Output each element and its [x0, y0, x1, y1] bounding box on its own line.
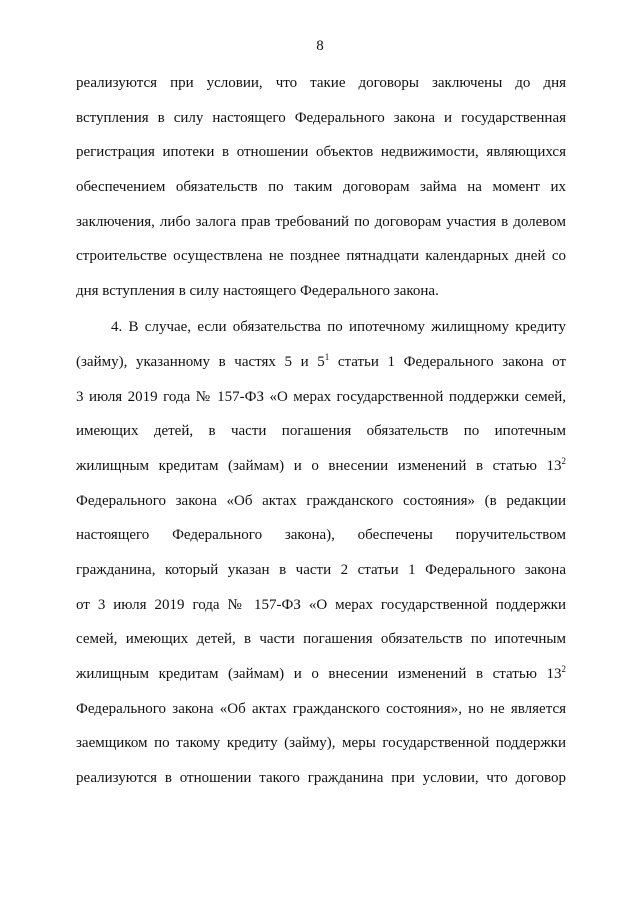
- text-line: реализуются в отношении такого гражданина при условии, что договор: [76, 769, 566, 786]
- text-segment: статьи 1 Федерального закона от: [329, 354, 566, 371]
- text-line: [76, 657, 566, 692]
- text-segment: жилищным кредитам (займам) и о внесении изменений в статью 13: [76, 458, 562, 475]
- text-line: [76, 449, 566, 484]
- page-number: 8: [316, 38, 324, 54]
- text-line: [76, 345, 566, 380]
- text-line: Федерального закона «Об актах гражданского состояния», но не является: [76, 700, 566, 717]
- text-line: строительстве осуществлена не позднее пятнадцати календарных дней со: [76, 248, 566, 265]
- text-line: имеющих детей, в части погашения обязательств по ипотечным: [76, 423, 566, 440]
- superscript: 2: [561, 456, 566, 467]
- document-body: [76, 66, 566, 795]
- superscript: 1: [324, 352, 330, 363]
- text-line: обеспечением обязательств по таким договорам займа на момент их: [76, 178, 566, 195]
- text-line: гражданина, который указан в части 2 статьи 1 Федерального закона: [76, 561, 566, 578]
- text-line: регистрация ипотеки в отношении объектов недвижимости, являющихся: [76, 144, 566, 161]
- superscript: 2: [561, 663, 566, 674]
- text-line: реализуются при условии, что такие договоры заключены до дня: [76, 75, 566, 91]
- text-line: дня вступления в силу настоящего Федерального закона.: [76, 282, 439, 299]
- text-line: вступления в силу настоящего Федерального закона и государственная: [76, 109, 566, 126]
- text-line: заключения, либо залога прав требований по договорам участия в долевом: [76, 213, 566, 230]
- text-line: 4. В случае, если обязательства по ипотечному жилищному кредиту: [111, 319, 566, 336]
- paragraph-2: [76, 310, 566, 795]
- text-line: семей, имеющих детей, в части погашения обязательств по ипотечным: [76, 631, 566, 648]
- text-line: Федерального закона «Об актах гражданского состояния» (в редакции: [76, 492, 566, 509]
- text-line: настоящего Федерального закона), обеспечены поручительством: [76, 527, 566, 544]
- paragraph-1: [76, 66, 566, 308]
- text-segment: (займу), указанному в частях 5 и 5: [76, 354, 325, 371]
- text-line: заемщиком по такому кредиту (займу), меры государственной поддержки: [76, 735, 566, 752]
- text-line: 3 июля 2019 года № 157-ФЗ «О мерах государственной поддержки семей,: [76, 388, 566, 405]
- text-segment: жилищным кредитам (займам) и о внесении изменений в статью 13: [76, 665, 562, 682]
- text-line: от 3 июля 2019 года № 157-ФЗ «О мерах государственной поддержки: [76, 596, 566, 613]
